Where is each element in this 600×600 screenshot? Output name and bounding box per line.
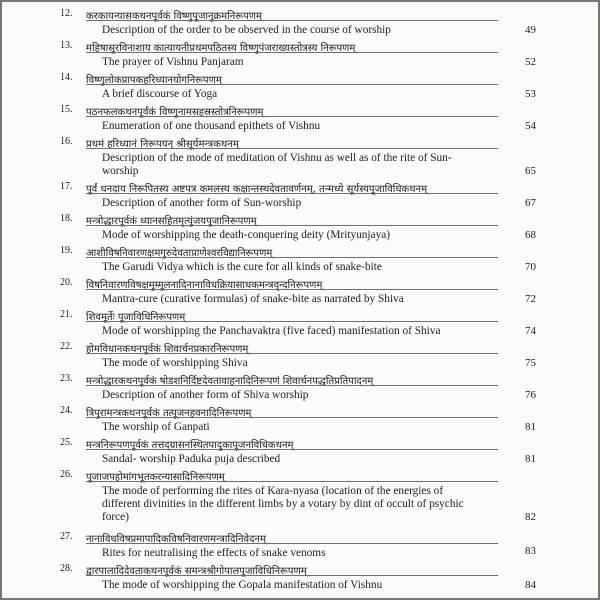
entry-number: 20. [60, 277, 73, 288]
entry-sanskrit-title: मन्त्रनिरूपणपूर्वकं तत्तद्ग्रासनस्थितपादुकापूजनविधिकथनम् [86, 440, 294, 451]
entry-sanskrit-title: आशीविषनिवारणक्षमगुरुदेवताप्राणेश्वरविद्यानिरूपणम् [86, 248, 273, 259]
entry-page-number: 81 [525, 421, 536, 433]
entry-rule [86, 52, 498, 53]
entry-page-number: 83 [525, 545, 536, 557]
entry-sanskrit-title: प्रथमं हरिध्यानं निरूपयन् श्रीसूर्यमन्त्रकथनम् [86, 139, 239, 150]
entry-page-number: 75 [525, 357, 536, 369]
entry-page-number: 65 [525, 165, 536, 177]
entry-number: 19. [60, 245, 73, 256]
entry-rule [86, 385, 498, 386]
entry-english-title: Description of the order to be observed in the course of worship [102, 24, 391, 36]
entry-number: 23. [60, 373, 73, 384]
entry-english-title: The mode of worshipping Shiva [102, 357, 248, 369]
entry-sanskrit-title: विषनिवारणविषक्षमुम्मूलनादिनानाविधक्रियासाधकमन्त्रवृन्दनिरूपणम् [86, 280, 323, 291]
entry-number: 12. [60, 8, 73, 19]
entry-rule [86, 449, 498, 450]
entry-rule [86, 575, 498, 576]
entry-page-number: 84 [525, 579, 536, 591]
entry-number: 17. [60, 181, 73, 192]
entry-rule [86, 321, 498, 322]
entry-english-title: Mode of worshipping the Panchavaktra (five faced) manifestation of Shiva [102, 325, 441, 337]
entry-sanskrit-title: पठनफलकथनपूर्वकं विष्णुनामसहस्रस्तोत्रनिरूपणम् [86, 107, 264, 118]
entry-sanskrit-title: शिवमूर्तेः पूजाविधिनिरूपणम् [86, 312, 186, 323]
entry-rule [86, 225, 498, 226]
entry-english-title: Rites for neutralising the effects of snake venoms [102, 547, 326, 559]
entry-rule [86, 20, 498, 21]
entry-english-title: The worship of Ganpati [102, 421, 210, 433]
entry-rule [86, 353, 498, 354]
entry-number: 16. [60, 136, 73, 147]
entry-english-title: Description of another form of Sun-worship [102, 197, 302, 209]
entry-number: 27. [60, 531, 73, 542]
entry-number: 26. [60, 469, 73, 480]
entry-english-title: The mode of worshipping the Gopala manifestation of Vishnu [102, 579, 383, 591]
entry-page-number: 70 [525, 261, 536, 273]
entry-page-number: 52 [525, 56, 536, 68]
entry-page-number: 54 [525, 120, 536, 132]
entry-sanskrit-title: द्वारपालादिदेवताकथनपूर्वकं समन्त्रश्रीगोपालपूजाविधिनिरूपणम् [86, 566, 307, 577]
entry-page-number: 53 [525, 88, 536, 100]
entry-english-title: Mantra-cure (curative formulas) of snake-bite as narrated by Shiva [102, 293, 404, 305]
entry-number: 24. [60, 405, 73, 416]
entry-page-number: 81 [525, 453, 536, 465]
entry-english-title: Description of another form of Shiva worship [102, 389, 309, 401]
entry-sanskrit-title: पूर्वं धनदाय निरूपितस्य अष्टपत्र कमलस्य कक्षान्तस्थदेवतावर्णनम्, तन्मध्ये सूर्यस्यपूजाविधिकथनम् [86, 184, 428, 195]
entry-english-title: Mode of worshipping the death-conquering deity (Mrityunjaya) [102, 229, 390, 241]
entry-rule [86, 481, 498, 482]
entry-rule [86, 417, 498, 418]
entry-rule [86, 289, 498, 290]
entry-page-number: 72 [525, 293, 536, 305]
entry-english-title: The Garudi Vidya which is the cure for all kinds of snake-bite [102, 261, 382, 273]
entry-rule [86, 116, 498, 117]
entry-sanskrit-title: होमविधानकथनपूर्वकं शिवार्चनप्रकारनिरूपणम् [86, 344, 249, 355]
entry-number: 15. [60, 104, 73, 115]
entry-number: 18. [60, 213, 73, 224]
entry-english-title: The prayer of Vishnu Panjaram [102, 56, 244, 68]
entry-sanskrit-title: महिषासुरविनाशाय कात्यायनीप्रथमपठितस्य विष्णुपंजराख्यस्तोत्रस्य निरूपणम् [86, 43, 356, 54]
entry-page-number: 82 [525, 511, 536, 523]
entry-sanskrit-title: करकायन्यासकथनपूर्वकं विष्णुपूजानुक्रमनिरूपणम् [86, 11, 262, 22]
entry-number: 13. [60, 40, 73, 51]
entry-number: 28. [60, 563, 73, 574]
entry-sanskrit-title: मन्त्रोद्धारकथनपूर्वकं षोडशनिर्दिष्टदेवतावाहनादिनिरूपणं शिवार्चनपद्धतिप्रतिपादनम् [86, 376, 374, 387]
entry-rule [86, 84, 498, 85]
entry-english-title: Description of the mode of meditation of Vishnu as well as of the rite of Sun-worship [102, 152, 452, 177]
entry-number: 25. [60, 437, 73, 448]
entry-page-number: 49 [525, 24, 536, 36]
entry-number: 22. [60, 341, 73, 352]
entry-sanskrit-title: त्रिपुरामन्त्रकथनपूर्वकं तत्पूजनहवनादिनिरूपणम् [86, 408, 252, 419]
entry-rule [86, 193, 498, 194]
entry-page-number: 76 [525, 389, 536, 401]
entry-page-number: 68 [525, 229, 536, 241]
entry-english-title: Enumeration of one thousand epithets of Vishnu [102, 120, 321, 132]
entry-rule [86, 543, 498, 544]
entry-english-title: The mode of performing the rites of Kara-nyasa (location of the energies of different divinities in the different limbs by a votary by dint of occult of psychic force) [102, 485, 464, 523]
entry-sanskrit-title: पूजाजपहोमांगभूतकरन्यासादिनिरूपणम् [86, 472, 225, 483]
entry-english-title: Sandal- worship Paduka puja described [102, 453, 281, 465]
entry-rule [86, 257, 498, 258]
entry-sanskrit-title: मन्त्रोद्धारपूर्वकं ध्यानसहितमृत्युंजयपूजानिरूपणम् [86, 216, 257, 227]
entry-page-number: 74 [525, 325, 536, 337]
entry-english-title: A brief discourse of Yoga [102, 88, 218, 100]
entry-page-number: 67 [525, 197, 536, 209]
entry-sanskrit-title: विष्णुलोकप्रापकहरिध्यानयोगनिरूपणम् [86, 75, 222, 86]
entry-number: 14. [60, 72, 73, 83]
entry-rule [86, 148, 498, 149]
entry-number: 21. [60, 309, 73, 320]
entry-sanskrit-title: नानाविधविषप्रमापादिकविषनिवारणमन्त्रादिनिवेदनम् [86, 534, 266, 545]
